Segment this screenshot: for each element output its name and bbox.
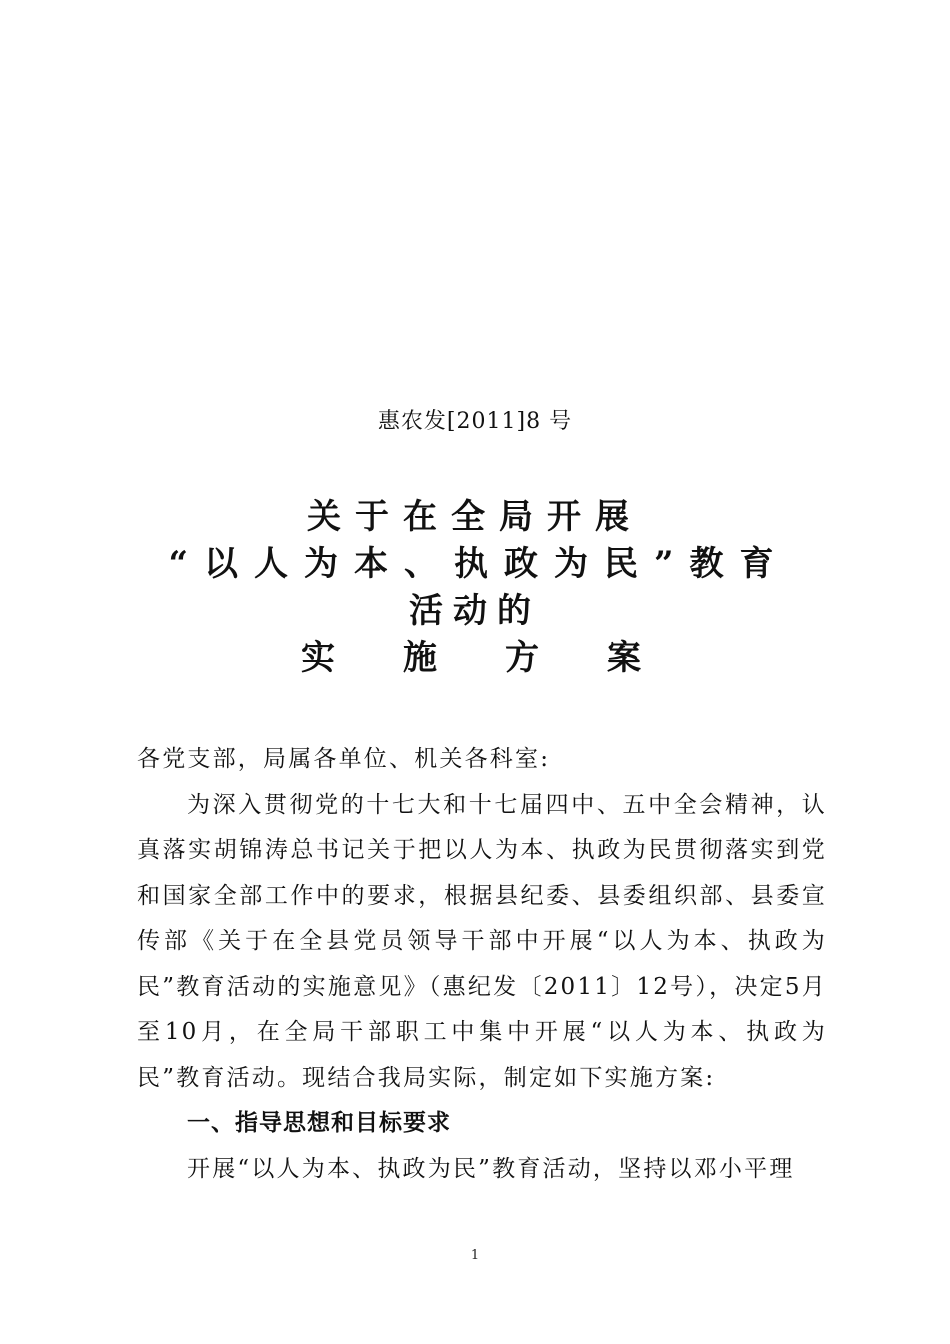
intro-paragraph: 为深入贯彻党的十七大和十七届四中、五中全会精神，认真落实胡锦涛总书记关于把以人为本、执政为民贯彻落实到党和国家全部工作中的要求，根据县纪委、县委组织部、县委宣传部《关于在全县党员领导干部中开展“以人为本、执政为民”教育活动的实施意见》（惠纪发〔2011〕12号），决定5月至10月，在全局干部职工中集中开展“以人为本、执政为民”教育活动。现结合我局实际，制定如下实施方案: (137, 791, 827, 1091)
page-number: 1 (470, 1248, 480, 1263)
document-body (137, 737, 827, 1192)
section-paragraph: 开展“以人为本、执政为民”教育活动，坚持以邓小平理 (187, 1155, 795, 1182)
salutation: 各党支部，局属各单位、机关各科室: (137, 746, 551, 772)
document-title (0, 494, 950, 682)
title-line-3: 活动的 (409, 591, 541, 631)
title-line-1: 关于在全局开展 (307, 497, 643, 537)
document-number: 惠农发[2011]8 号 (377, 409, 573, 434)
title-line-4: 实施方案 (301, 638, 709, 678)
section-heading: 一、指导思想和目标要求 (187, 1110, 451, 1136)
title-line-2: “以人为本、执政为民”教育 (168, 544, 790, 584)
